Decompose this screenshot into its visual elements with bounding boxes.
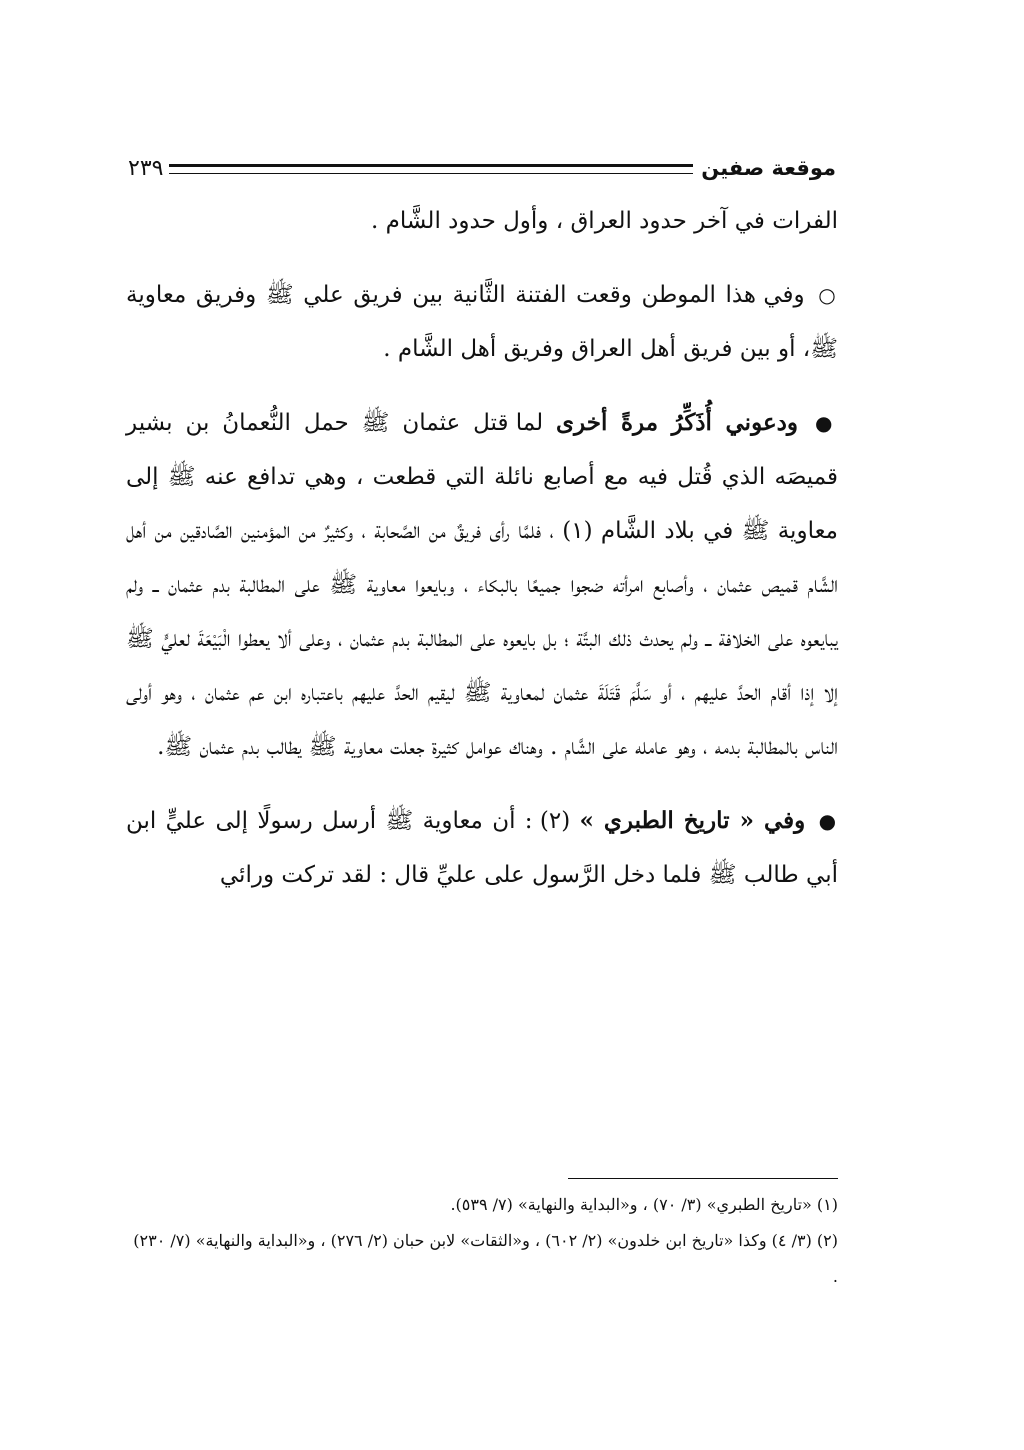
solid-bullet-icon: ● [818, 809, 839, 833]
main-text [126, 194, 838, 902]
footnotes [126, 1178, 838, 1295]
paragraph-4-text: (٢) : أن معاوية ﷺ أرسل رسولًا إلى عليٍّ ابن أبي طالب ﷺ فلما دخل الرَّسول على عليِّ قال : لقد تركت ورائي [126, 808, 838, 888]
footnote-2: (٢) (٣/ ٤) وكذا «تاريخ ابن خلدون» (٢/ ٦٠٢) ، و«الثقات» لابن حبان (٢/ ٢٧٦) ، و«البداية والنهاية» (٧/ ٢٣٠) . [133, 1231, 838, 1286]
paragraph-3-text: لما قتل عثمان ﷺ حمل النُّعمانُ بن بشير قميصَه الذي قُتل فيه مع أصابع نائلة التي قطعت ، وهي تدافع عنه ﷺ إلى معاوية ﷺ في بلاد الشَّام (١) ، فلمَّا رأى فريقٌ من الصَّحابة ، وكثيرٌ من المؤمنين الصَّادقين من أهل الشَّام قميص عثمان ، وأصابع امرأته ضجوا جميعًا بالبكاء ، وبايعوا معاوية ﷺ على المطالبة بدم عثمان ــ ولم يبايعوه على الخلافة ــ ولم يحدث ذلك البتَّة ؛ بل بايعوه على المطالبة بدم عثمان ، وعلى ألا يعطوا الْبَيْعَةَ لعليٍّ ﷺ إلا إذا أقام الحدَّ عليهم ، أو سَلَّمَ قَتَلَةَ عثمان لمعاوية ﷺ ليقيم الحدَّ عليهم باعتباره ابن عم عثمان ، وهو أولى الناس بالمطالبة بدمه ، وهو عامله على الشَّام . وهناك عوامل كثيرة جعلت معاوية ﷺ يطالب بدم عثمان ﷺ. [126, 410, 838, 760]
chapter-title: موقعة صفين [701, 156, 836, 180]
paragraph-1 [126, 194, 838, 248]
paragraph-gap [126, 774, 838, 794]
page-number: ٢٣٩ [128, 155, 164, 181]
footnote-separator [568, 1178, 838, 1179]
paragraph-1-text: الفرات في آخر حدود العراق ، وأول حدود الشَّام . [371, 208, 838, 234]
paragraph-4 [126, 794, 838, 902]
paragraph-3-lead: ودعوني أُذَكِّرُ مرةً أخرى [556, 409, 799, 436]
running-header [128, 148, 836, 188]
header-rule [169, 164, 693, 174]
paragraph-gap [126, 376, 838, 396]
paragraph-2-text: وفي هذا الموطن وقعت الفتنة الثَّانية بين فريق علي ﷺ وفريق معاوية ﷺ، أو بين فريق أهل العراق وفريق أهل الشَّام . [126, 282, 838, 362]
paragraph-3 [126, 396, 838, 774]
paragraph-2 [126, 268, 838, 376]
solid-bullet-icon: ● [814, 411, 839, 435]
paragraph-gap [126, 248, 838, 268]
footnote-1: (١) «تاريخ الطبري» (٣/ ٧٠) ، و«البداية والنهاية» (٧/ ٥٣٩). [450, 1195, 838, 1214]
hollow-bullet-icon: ○ [818, 283, 839, 307]
paragraph-4-lead: وفي « تاريخ الطبري » [579, 807, 806, 834]
